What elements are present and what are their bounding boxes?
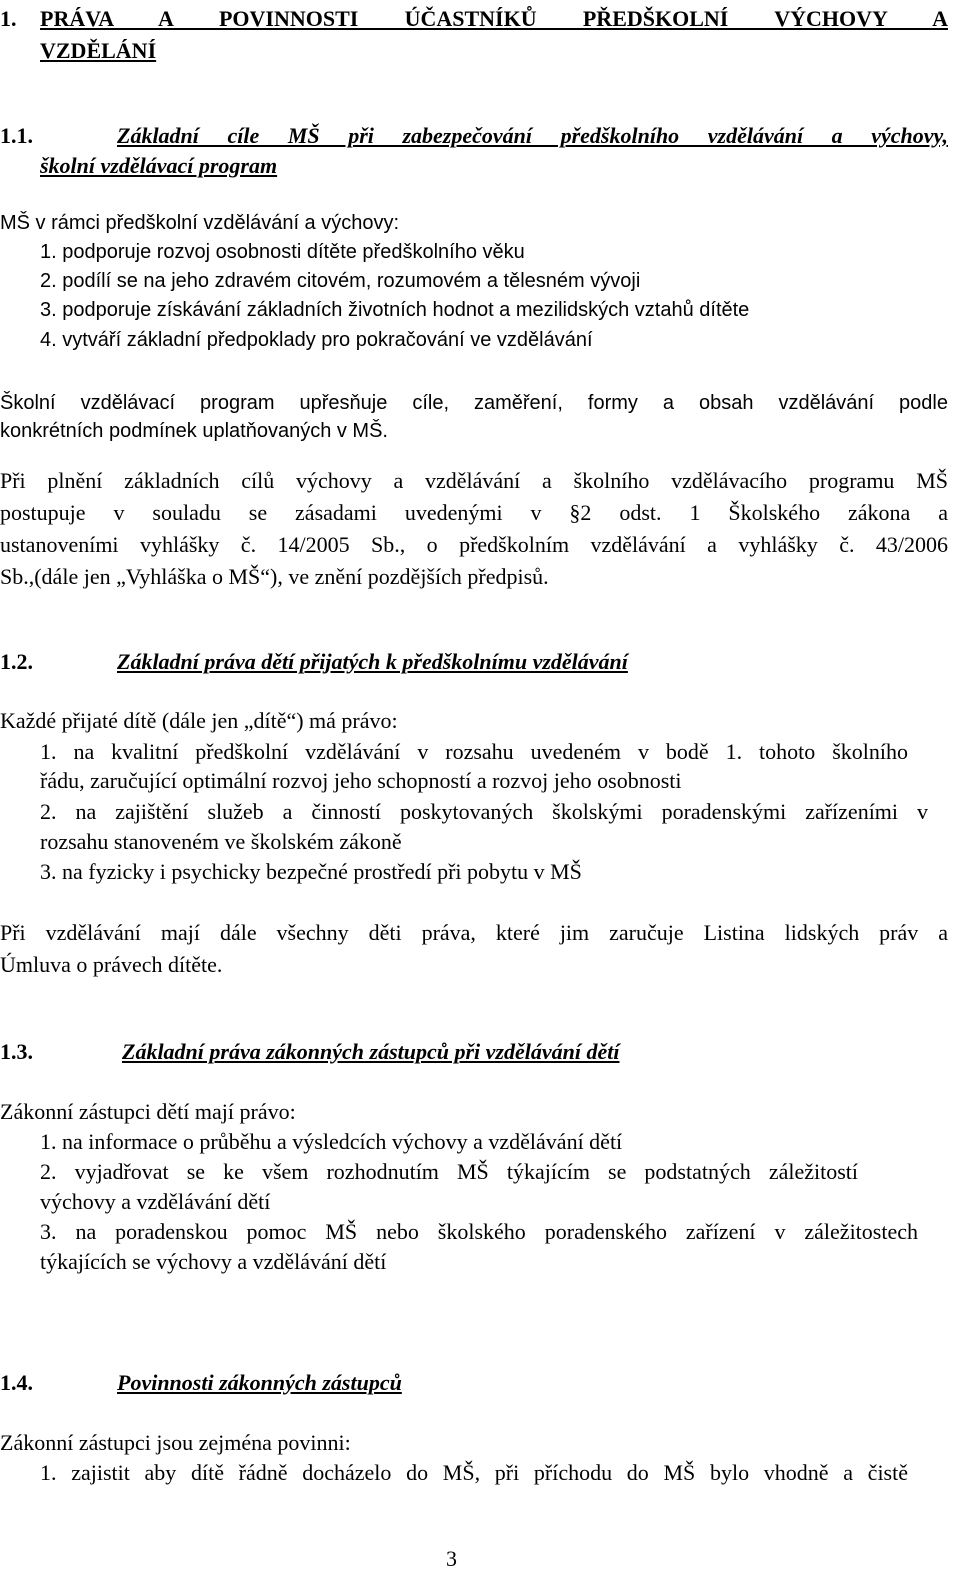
- paragraph-line: Sb.,(dále jen „Vyhláška o MŠ“), ve znění pozdějších předpisů.: [0, 564, 549, 589]
- list-item: 3. na fyzicky i psychicky bezpečné prostředí při pobytu v MŠ: [40, 859, 582, 884]
- intro-1-3: Zákonní zástupci dětí mají právo:: [0, 1099, 296, 1124]
- section-heading-1-1-line2: školní vzdělávací program: [40, 153, 278, 178]
- section-number-1-2: 1.2.: [0, 649, 33, 674]
- list-item: 1. na informace o průběhu a výsledcích výchovy a vzdělávání dětí: [40, 1129, 623, 1154]
- list-item: 2. podílí se na jeho zdravém citovém, rozumovém a tělesném vývoji: [40, 270, 641, 292]
- section-heading-1-3: Základní práva zákonných zástupců při vzdělávání dětí: [122, 1039, 620, 1064]
- list-item: 1. podporuje rozvoj osobnosti dítěte předškolního věku: [40, 241, 525, 263]
- section-heading-1-2: Základní práva dětí přijatých k předškolnímu vzdělávání: [117, 649, 628, 674]
- paragraph-line: postupuje v souladu se zásadami uvedenými v §2 odst. 1 Školského zákona a: [0, 500, 948, 525]
- list-item-continuation: řádu, zaručující optimální rozvoj jeho schopností a rozvoj jeho osobnosti: [40, 768, 682, 793]
- paragraph-line: Při vzdělávání mají dále všechny děti práva, které jim zaručuje Listina lidských práv a: [0, 920, 948, 945]
- chapter-title-line1: PRÁVA A POVINNOSTI ÚČASTNÍKŮ PŘEDŠKOLNÍ VÝCHOVY A: [40, 6, 948, 31]
- list-item: 2. vyjadřovat se ke všem rozhodnutím MŠ týkajícím se podstatných záležitostí: [40, 1159, 858, 1184]
- section-number-1-3: 1.3.: [0, 1039, 33, 1064]
- paragraph-line: Při plnění základních cílů výchovy a vzdělávání a školního vzdělávacího programu MŠ: [0, 468, 948, 493]
- list-item: 1. na kvalitní předškolní vzdělávání v rozsahu uvedeném v bodě 1. tohoto školního: [40, 739, 908, 764]
- paragraph-line: Školní vzdělávací program upřesňuje cíle, zaměření, formy a obsah vzdělávání podle: [0, 392, 948, 414]
- list-item: 3. podporuje získávání základních životních hodnot a mezilidských vztahů dítěte: [40, 299, 750, 321]
- section-heading-1-1-line1: Základní cíle MŠ při zabezpečování předškolního vzdělávání a výchovy,: [117, 123, 948, 148]
- paragraph-line: Úmluva o právech dítěte.: [0, 952, 223, 977]
- list-item: 1. zajistit aby dítě řádně docházelo do MŠ, při příchodu do MŠ bylo vhodně a čistě: [40, 1460, 908, 1485]
- intro-1-4: Zákonní zástupci jsou zejména povinni:: [0, 1430, 351, 1455]
- intro-1-1: MŠ v rámci předškolní vzdělávání a výchovy:: [0, 212, 400, 234]
- list-item-continuation: výchovy a vzdělávání dětí: [40, 1189, 271, 1214]
- page-number: 3: [446, 1546, 457, 1571]
- list-item: 2. na zajištění služeb a činností poskytovaných školskými poradenskými zařízeními v: [40, 799, 928, 824]
- intro-1-2: Každé přijaté dítě (dále jen „dítě“) má právo:: [0, 708, 398, 733]
- list-item-continuation: týkajících se výchovy a vzdělávání dětí: [40, 1249, 387, 1274]
- list-item-continuation: rozsahu stanoveném ve školském zákoně: [40, 829, 402, 854]
- paragraph-line: konkrétních podmínek uplatňovaných v MŠ.: [0, 420, 388, 442]
- chapter-title-line2: VZDĚLÁNÍ: [40, 38, 157, 63]
- chapter-number: 1.: [0, 6, 17, 31]
- section-number-1-1: 1.1.: [0, 123, 33, 148]
- list-item: 3. na poradenskou pomoc MŠ nebo školského poradenského zařízení v záležitostech: [40, 1219, 918, 1244]
- list-item: 4. vytváří základní předpoklady pro pokračování ve vzdělávání: [40, 329, 593, 351]
- section-heading-1-4: Povinnosti zákonných zástupců: [117, 1370, 402, 1395]
- paragraph-line: ustanoveními vyhlášky č. 14/2005 Sb., o předškolním vzdělávání a vyhlášky č. 43/2006: [0, 532, 948, 557]
- section-number-1-4: 1.4.: [0, 1370, 33, 1395]
